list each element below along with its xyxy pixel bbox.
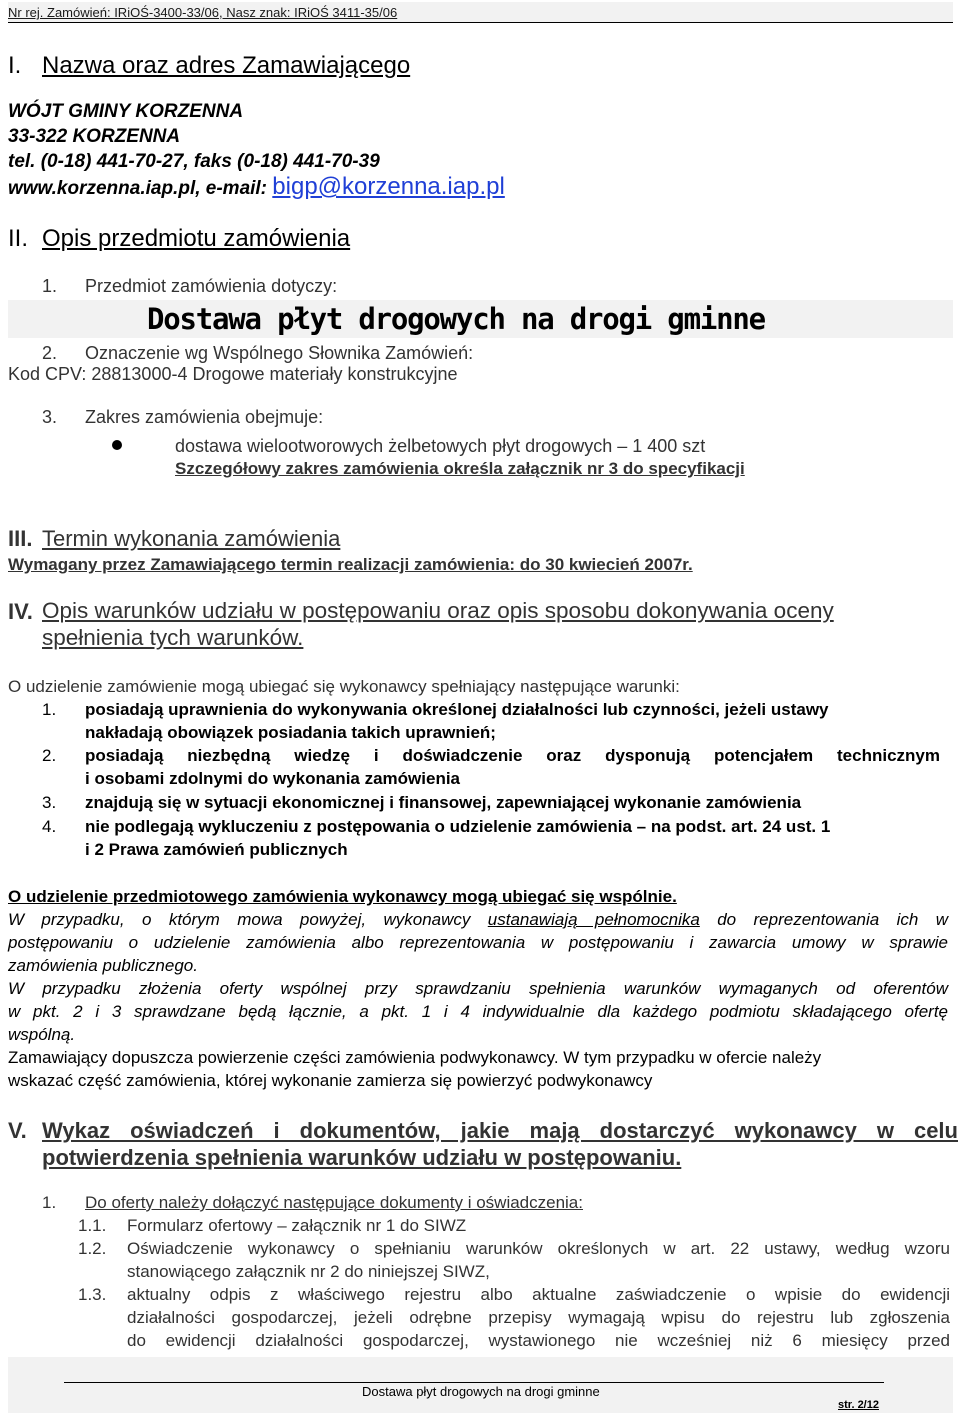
page-number: str. 2/12 [838, 1399, 879, 1411]
address-line-2: 33-322 KORZENNA [8, 126, 181, 147]
doc-1-1-number: 1.1. [78, 1216, 107, 1235]
email-link[interactable]: bigp@korzenna.iap.pl [272, 173, 505, 200]
item2-text: Oznaczenie wg Wspólnego Słownika Zamówień: [85, 343, 474, 363]
doc-1-2-line2: stanowiącego załącznik nr 2 do niniejszej SIWZ, [127, 1262, 490, 1281]
subject-title: Dostawa płyt drogowych na drogi gminne [147, 302, 765, 336]
section2-title: Opis przedmiotu zamówienia [42, 225, 351, 252]
section4-title-line2: spełnienia tych warunków. [42, 625, 304, 650]
section5-number: V. [8, 1118, 27, 1143]
conditions-intro: O udzielenie zamówienie mogą ubiegać się wykonawcy spełniający następujące warunki: [8, 677, 680, 696]
item1-text: Przedmiot zamówienia dotyczy: [85, 276, 338, 296]
section5-title-line2: potwierdzenia spełnienia warunków udziału w postępowaniu. [42, 1145, 682, 1170]
doc-1-3-number: 1.3. [78, 1285, 107, 1304]
item1-number: 1. [42, 276, 58, 296]
subcontract-line1: Zamawiający dopuszcza powierzenie części zamówienia podwykonawcy. W tym przypadku w ofercie należy [8, 1048, 822, 1067]
scope-note: Szczegółowy zakres zamówienia określa załącznik nr 3 do specyfikacji [175, 459, 745, 478]
joint-p1-line1 [8, 910, 948, 930]
joint-p1-text-b: do reprezentowania ich w [699, 910, 948, 929]
docs-item1-number: 1. [42, 1193, 57, 1212]
subcontract-line2: wskazać część zamówienia, której wykonanie zamierza się powierzyć podwykonawcy [8, 1071, 653, 1090]
header-rule [8, 22, 953, 23]
condition-1-number: 1. [42, 700, 57, 719]
condition-1-line2: nakładają obowiązek posiadania takich uprawnień; [85, 723, 496, 742]
doc-1-2-line1: Oświadczenie wykonawcy o spełnianiu warunków określonych w art. 22 ustawy, według wzoru [127, 1239, 950, 1258]
condition-4-line2: i 2 Prawa zamówień publicznych [85, 840, 348, 859]
section2-number: II. [8, 225, 29, 252]
joint-p2-line2: w pkt. 2 i 3 sprawdzane będą łącznie, a pkt. 1 i 4 indywidualnie dla każdego podmiotu składającego ofertę [8, 1002, 948, 1021]
condition-2-line1: posiadają niezbędną wiedzę i doświadczenie oraz dysponują potencjałem technicznym [85, 746, 940, 765]
doc-1-2-number: 1.2. [78, 1239, 107, 1258]
section3-number: III. [8, 526, 33, 551]
condition-2-line2: i osobami zdolnymi do wykonania zamówienia [85, 769, 461, 788]
address-line-1: WÓJT GMINY KORZENNA [8, 101, 244, 122]
address-phone: tel. (0-18) 441-70-27, faks (0-18) 441-70-39 [8, 151, 380, 172]
joint-bid-title: O udzielenie przedmiotowego zamówienia wykonawcy mogą ubiegać się wspólnie. [8, 887, 677, 906]
footer-rule [64, 1382, 884, 1383]
joint-p1-proxy: ustanawiają pełnomocnika [487, 910, 700, 929]
header-reference: Nr rej. Zamówień: IRiOŚ-3400-33/06, Nasz znak: IRiOŚ 3411-35/06 [8, 5, 398, 20]
doc-1-3-line1: aktualny odpis z właściwego rejestru albo aktualne zaświadczenie o wpisie do ewidencji [127, 1285, 950, 1304]
scope-item: dostawa wielootworowych żelbetowych płyt drogowych – 1 400 szt [175, 436, 706, 456]
www-email-line [8, 173, 505, 201]
section3-title: Termin wykonania zamówienia [42, 526, 341, 551]
joint-p2-line3: wspólną. [8, 1025, 76, 1044]
condition-4-number: 4. [42, 817, 57, 836]
condition-3-number: 3. [42, 793, 57, 812]
joint-p1-line3: zamówienia publicznego. [8, 956, 198, 975]
doc-1-3-line3: do ewidencji działalności gospodarczej, wystawionego nie wcześniej niż 6 miesięcy przed [127, 1331, 950, 1350]
footer-title: Dostawa płyt drogowych na drogi gminne [362, 1384, 600, 1399]
section4-number: IV. [8, 599, 33, 624]
section4-title-line1: Opis warunków udziału w postępowaniu oraz opis sposobu dokonywania oceny [42, 598, 834, 623]
joint-p1-line2: postępowaniu o udzielenie zamówienia albo reprezentowania w postępowaniu i zawarcia umowy w sprawie [8, 933, 948, 952]
docs-item1-text: Do oferty należy dołączyć następujące dokumenty i oświadczenia: [85, 1193, 583, 1212]
condition-3-line1: znajdują się w sytuacji ekonomicznej i finansowej, zapewniającej wykonanie zamówienia [85, 793, 802, 812]
section5-title-line1: Wykaz oświadczeń i dokumentów, jakie mają dostarczyć wykonawcy w celu [42, 1118, 958, 1143]
item3-number: 3. [42, 407, 58, 427]
condition-1-line1: posiadają uprawnienia do wykonywania określonej działalności lub czynności, jeżeli ustawy [85, 700, 829, 719]
cpv-code: Kod CPV: 28813000-4 Drogowe materiały konstrukcyjne [8, 364, 458, 384]
deadline-text: Wymagany przez Zamawiającego termin realizacji zamówienia: do 30 kwiecień 2007r. [8, 555, 693, 574]
doc-1-1-text: Formularz ofertowy – załącznik nr 1 do SIWZ [127, 1216, 467, 1235]
www-email-prefix: www.korzenna.iap.pl, e-mail: [8, 178, 273, 199]
joint-p1-text-a: W przypadku, o którym mowa powyżej, wykonawcy [8, 910, 488, 929]
section1-number: I. [8, 52, 22, 79]
section1-title: Nazwa oraz adres Zamawiającego [42, 52, 411, 79]
condition-2-number: 2. [42, 746, 57, 765]
item3-text: Zakres zamówienia obejmuje: [85, 407, 324, 427]
item2-number: 2. [42, 343, 58, 363]
doc-1-3-line2: działalności gospodarczej, jeżeli odrębne przepisy wymagają wpisu do rejestru lub zgłoszenia [127, 1308, 950, 1327]
joint-p2-line1: W przypadku złożenia oferty wspólnej przy sprawdzaniu spełnienia warunków wymaganych od oferentów [8, 979, 948, 998]
bullet-icon [112, 440, 122, 450]
condition-4-line1: nie podlegają wykluczeniu z postępowania o udzielenie zamówienia – na podst. art. 24 ust. 1 [85, 817, 831, 836]
